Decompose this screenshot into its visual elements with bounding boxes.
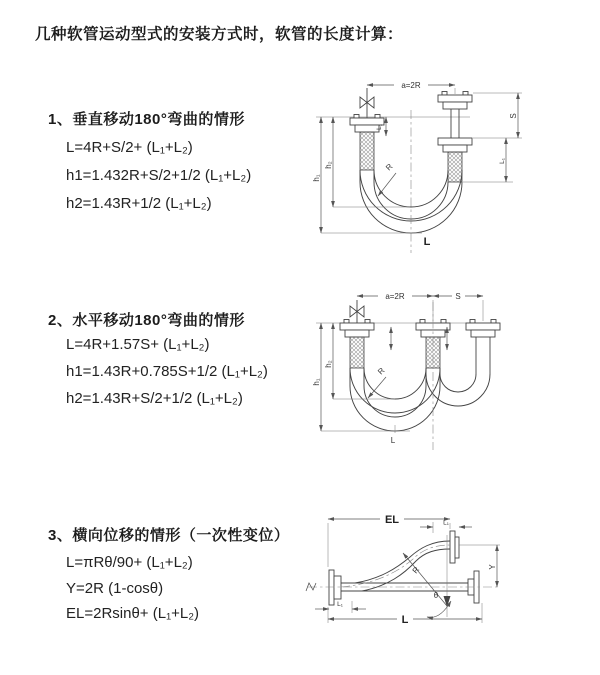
d2-label-a2r: a=2R [385,292,405,301]
d2-left-flange [340,320,374,369]
d2-valve-icon [350,300,364,323]
d1-label-h2: h₂ [324,161,333,169]
d3-dimension-y [459,545,500,587]
d1-left-flange [350,115,384,171]
d2-label-l: L [390,436,396,445]
d3-dimension-l1-top [420,520,472,534]
d1-label-l1-left: L₁ [376,124,383,130]
d1-label-s: S [509,113,518,119]
section2-heading: 2、水平移动180°弯曲的情形 [48,312,245,329]
d3-label-el: EL [384,514,400,526]
d3-vertex-arrow [444,596,451,607]
d1-dimension-s [463,93,522,182]
d3-label-l1-top: L₁ [443,519,449,527]
d3-left-flange [329,570,341,605]
d2-label-h1: h₁ [312,378,321,386]
d3-label-theta: θ [433,591,439,600]
d2-dimension-s [433,290,483,321]
d1-label-l1-right: L₁ [499,158,506,164]
d1-braided-section-right [448,152,462,182]
d3-radius-leader [403,553,447,606]
section1-heading: 1、垂直移动180°弯曲的情形 [48,111,245,128]
d3-break-mark [306,583,316,591]
d1-right-pipe [438,92,472,183]
d3-label-l1-bottom: L₁ [337,601,343,608]
d2-braided-section-left [350,337,364,368]
d3-dimension-l [328,603,482,626]
d1-label-l: L [423,236,431,248]
section1-formula-h1: h1=1.432R+S/2+1/2 (L₁+L₂) [66,167,252,184]
section3-formula-EL: EL=2Rsinθ+ (L₁+L₂) [66,605,200,622]
d2-right-flange [466,320,500,375]
d3-dimension-el [328,513,450,567]
d3-displaced-flange [450,531,459,563]
diagram-lateral-displacement [300,505,600,650]
d1-braided-section-left [360,132,374,170]
d3-label-r: R [410,565,422,576]
d3-displaced-hose [355,541,450,591]
d2-dimension-a2r [357,290,433,301]
d2-hose-arcs [350,365,490,431]
page-title: 几种软管运动型式的安装方式时，软管的长度计算： [35,26,404,43]
d2-label-s: S [455,292,461,301]
section2-formula-L: L=4R+1.57S+ (L₁+L₂) [66,336,210,353]
d3-label-l: L [401,614,409,626]
d3-label-y: Y [488,564,497,570]
section3-formula-L: L=πRθ/90+ (L₁+L₂) [66,554,193,571]
section1-formula-L: L=4R+S/2+ (L₁+L₂) [66,139,193,156]
section1-formula-h2: h2=1.43R+1/2 (L₁+L₂) [66,195,212,212]
d1-label-r: R [384,161,395,173]
diagram-horizontal-180-bend [310,282,600,477]
section2-formula-h1: h1=1.43R+0.785S+1/2 (L₁+L₂) [66,363,268,380]
section3-formula-Y: Y=2R (1-cosθ) [66,580,164,597]
d1-label-h1: h₁ [312,174,321,182]
d2-label-r: R [376,365,387,377]
section3-heading: 3、横向位移的情形（一次性变位） [48,527,290,544]
d2-label-h2: h₂ [324,360,333,368]
diagram-vertical-180-bend [310,70,600,260]
d3-dimension-l1-bottom [315,601,366,613]
section2-formula-h2: h2=1.43R+S/2+1/2 (L₁+L₂) [66,390,243,407]
d1-label-a2r: a=2R [401,81,421,90]
